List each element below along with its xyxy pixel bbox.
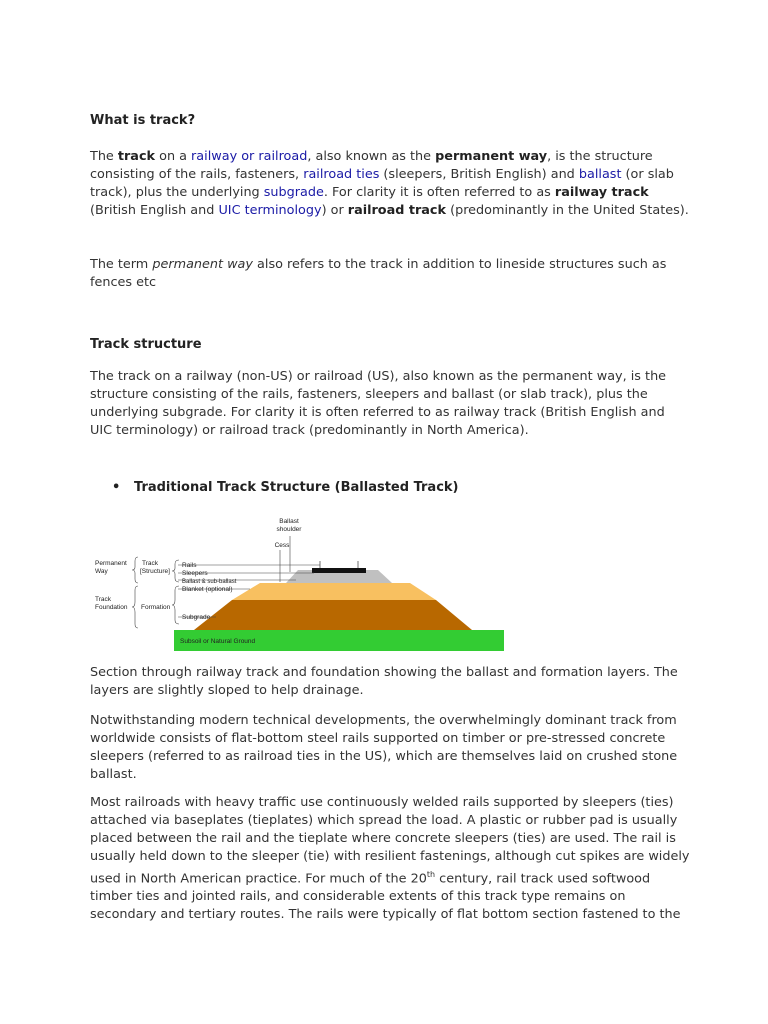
link-uic-terminology[interactable]: UIC terminology [218, 203, 322, 218]
text-run: (sleepers, British English) and [379, 167, 579, 182]
label-track-foundation-line2: Foundation [95, 604, 128, 611]
text-run: The term [90, 257, 153, 272]
paragraph-track-structure: The track on a railway (non-US) or railroad (US), also known as the permanent way, is the structure consisting of the rails, fasteners, sleepers and ballast (or slab track), plus the underlying subgrade. For clarity it is often referred to as railway track (British English and UIC terminology) or railroad track (predominantly in North America). [90, 369, 667, 438]
bold-term-track: track [117, 149, 156, 164]
bold-term-permanent-way: permanent way [435, 149, 548, 164]
bold-term-railway-track: railway track [554, 185, 649, 200]
label-formation: Formation [141, 604, 171, 611]
text-run: . For clarity it is often referred to as [323, 185, 555, 200]
bullet-item-ballasted-track [112, 480, 459, 495]
bullet-text: Traditional Track Structure (Ballasted Track) [134, 480, 459, 495]
heading-track-structure: Track structure [90, 337, 202, 352]
text-run: on a [155, 149, 192, 164]
link-railroad-ties[interactable]: railroad ties [303, 167, 380, 182]
paragraph-dominant-track: Notwithstanding modern technical developments, the overwhelmingly dominant track from worldwide consists of flat-bottom steel rails supported on timber or pre-stressed concrete sleepers (referred to as railroad ties in the US), which are themselves laid on crushed stone ballast. [90, 713, 678, 782]
label-sleepers: Sleepers [182, 570, 208, 577]
figure-caption: Section through railway track and foundation showing the ballast and formation layers. The layers are slightly sloped to help drainage. [90, 665, 678, 698]
label-subgrade: Subgrade [182, 614, 211, 621]
text-run: century, rail track used softwood timber ties and jointed rails, and considerable extents of this track type remains on secondary and tertiary routes. The rails were typically of flat bottom section fastened to the [90, 871, 681, 923]
text-run: , also known as the [307, 149, 436, 164]
text-run: The [90, 149, 118, 164]
bullet-icon: • [112, 480, 121, 495]
label-ballast-sub-ballast: Ballast & sub-ballast [182, 579, 237, 585]
paragraph-heavy-traffic [90, 794, 690, 924]
paragraph-permanent-way [90, 256, 690, 292]
blanket-layer [232, 583, 436, 600]
text-run: Most railroads with heavy traffic use continuously welded rails supported by sleepers (ties) attached via baseplates (tieplates) which spread the load. A plastic or rubber pad is usually placed between the rail and the tieplate where concrete sleepers (ties) are used. The rail is usually held down to the sleeper (tie) with resilient fastenings, although cut spikes are widely used in North American practice. For much of the 20 [90, 795, 690, 887]
label-cess: Cess [274, 542, 290, 549]
label-permanent-way: Permanent [95, 560, 127, 567]
label-track-foundation: Track [95, 596, 112, 603]
label-track-structure-line2: [Structure] [140, 568, 170, 575]
heading-what-is-track: What is track? [90, 113, 196, 128]
paragraph-track-definition [90, 148, 690, 220]
superscript-th: th [426, 870, 436, 879]
text-run: , is the structure consisting of the rails, fasteners, [90, 149, 653, 182]
sleeper-block [312, 568, 366, 573]
bold-term-railroad-track: railroad track [347, 203, 447, 218]
track-cross-section-diagram [90, 510, 510, 656]
label-track-structure: Track [142, 560, 159, 567]
subgrade-layer [194, 600, 472, 630]
label-ballast-shoulder-line2: shoulder [276, 526, 302, 533]
text-run: (predominantly in the United States). [446, 203, 689, 218]
text-run: (British English and [90, 203, 219, 218]
label-permanent-way-line2: Way [95, 568, 108, 575]
label-subsoil: Subsoil or Natural Ground [180, 638, 256, 645]
text-run: ) or [321, 203, 348, 218]
text-run: (or slab track), plus the underlying [90, 167, 674, 200]
link-railway-or-railroad[interactable]: railway or railroad [191, 149, 308, 164]
label-ballast-shoulder: Ballast [279, 518, 299, 525]
text-run: also refers to the track in addition to lineside structures such as fences etc [90, 257, 667, 290]
italic-term-permanent-way: permanent way [152, 257, 253, 272]
label-rails: Rails [182, 562, 197, 569]
link-subgrade[interactable]: subgrade [263, 185, 324, 200]
label-blanket: Blanket (optional) [182, 586, 233, 593]
link-ballast[interactable]: ballast [578, 167, 622, 182]
